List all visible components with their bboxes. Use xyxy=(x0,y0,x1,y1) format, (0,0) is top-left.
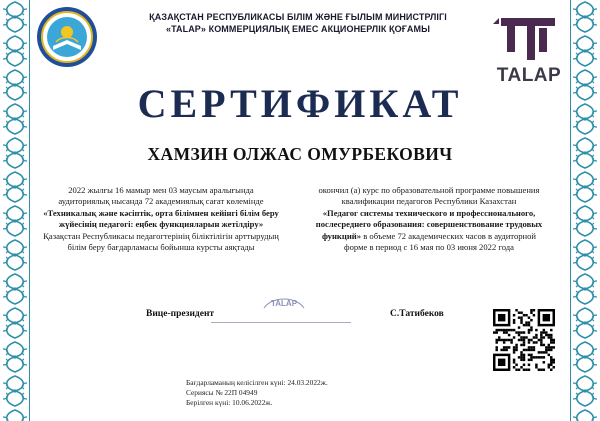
ru-course-title-1: «Педагог системы технического и профессионального, xyxy=(322,207,536,218)
ministry-line-1: ҚАЗАҚСТАН РЕСПУБЛИКАСЫ БІЛІМ ЖӘНЕ ҒЫЛЫМ МИНИСТРЛІГІ xyxy=(149,12,447,22)
right-ornament-border xyxy=(570,0,600,421)
talap-logo-text: TALAP xyxy=(496,65,562,86)
ministry-emblem-icon xyxy=(36,6,98,68)
seal-stamp xyxy=(262,292,306,314)
svg-text:TALAP: TALAP xyxy=(270,299,298,308)
certificate-footer xyxy=(186,378,328,408)
ru-line-3-tail: в объеме 72 академических часов в аудиторной xyxy=(361,230,537,241)
ru-line-1: окончил (а) курс по образовательной программе повышения xyxy=(318,185,540,195)
russian-description xyxy=(300,185,558,253)
ru-line-4: форме в период с 16 мая по 03 июня 2022 года xyxy=(344,242,514,253)
kz-line-1: 2022 жылғы 16 мамыр мен 03 маусым аралығында xyxy=(68,185,254,195)
kazakh-description xyxy=(32,185,290,253)
ru-course-title-2: послесреднего образования: совершенствование трудовых xyxy=(315,219,543,230)
kz-line-4: білім беру бағдарламасы бойынша курсты аяқтады xyxy=(67,242,255,253)
certificate-title: СЕРТИФИКАТ xyxy=(137,81,463,126)
recipient-name: ХАМЗИН ОЛЖАС ОМУРБЕКОВИЧ xyxy=(147,144,453,164)
issue-date: Берілген күні: 10.06.2022ж. xyxy=(186,398,273,407)
signature-line xyxy=(211,322,351,323)
signatory-role: Вице-президент xyxy=(146,309,215,319)
qr-code xyxy=(493,309,555,371)
ministry-header xyxy=(108,11,488,35)
left-ornament-border xyxy=(0,0,30,421)
kz-course-title-1: «Техникалық және кәсіптік, орта білімнен кейінгі білім беру xyxy=(43,207,279,218)
kz-line-3: Қазақстан Республикасы педагогтерінің біліктілігін арттырудың xyxy=(43,230,279,241)
ru-course-title-3: функций» xyxy=(321,230,362,241)
signatory-name: С.Татибеков xyxy=(390,309,444,319)
ru-line-3 xyxy=(300,231,558,242)
ru-line-2: квалификации педагогов Республики Казахстан xyxy=(341,196,517,207)
kz-course-title-2: жүйесінің педагогі: еңбек функцияларын жетілдіру» xyxy=(58,219,264,230)
kz-line-2: аудиториялық нысанда 72 академиялық сағат көлемінде xyxy=(58,196,264,207)
ministry-line-2: «TALAP» КОММЕРЦИЯЛЫҚ ЕМЕС АКЦИОНЕРЛІК ҚОҒАМЫ xyxy=(165,24,431,34)
approval-date: Бағдарламаның келісілген күні: 24.03.2022ж. xyxy=(186,378,328,387)
series-number: Сериясы № 22П 04949 xyxy=(186,388,258,397)
